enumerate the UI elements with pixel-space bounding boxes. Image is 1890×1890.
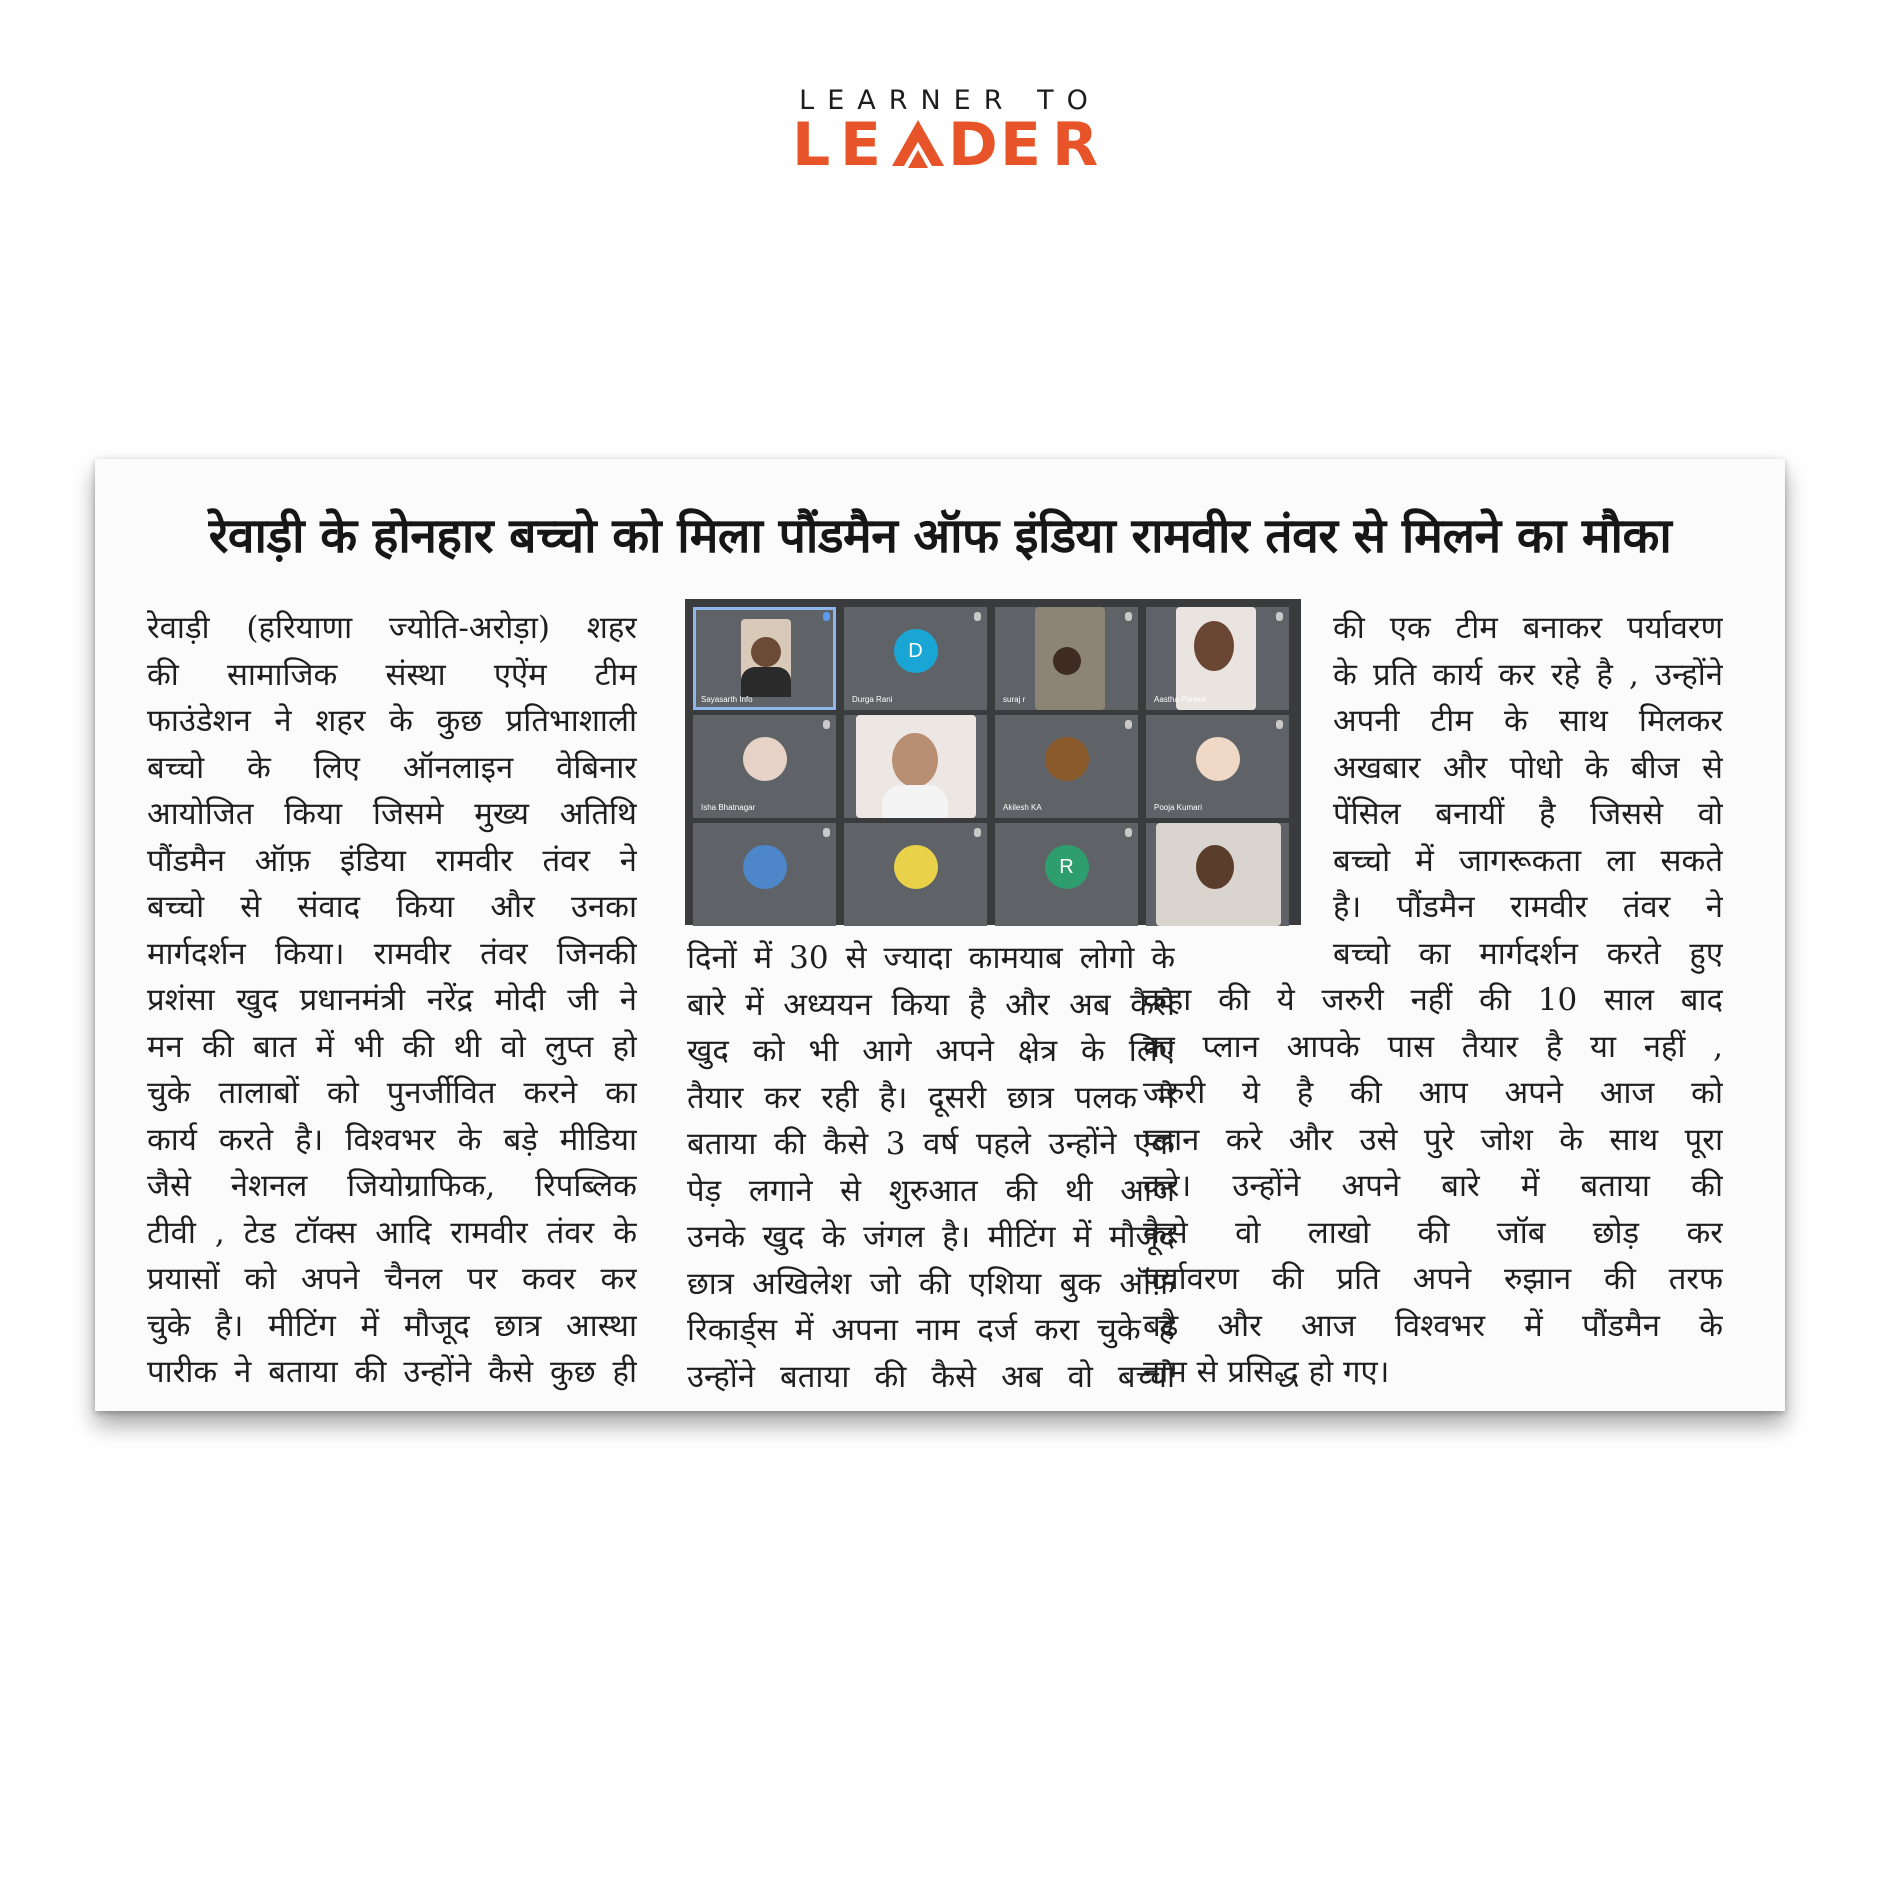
text-line: पर्यावरण की प्रति अपने रुझान की तरफ (1143, 1261, 1723, 1297)
mic-off-icon (974, 828, 981, 837)
person-body (882, 785, 948, 818)
article-column-1 (147, 605, 637, 1396)
text-line: करे। उन्होंने अपने बारे में बताया की (1143, 1168, 1723, 1204)
participant-name: Durga Rani (852, 695, 893, 704)
text-line: पेंसिल बनायीं है जिससे वो (1333, 796, 1723, 832)
mic-off-icon (974, 612, 981, 621)
text-line: तैयार कर रही है। दूसरी छात्र पलक ने (687, 1079, 1175, 1116)
text-line: दिनों में 30 से ज्यादा कामयाब लोगो के (687, 940, 1175, 976)
text-line: खुद को भी आगे अपने क्षेत्र के लिए (687, 1033, 1175, 1069)
participant-tile (995, 607, 1138, 710)
article-column-2 (687, 935, 1175, 1400)
text-line: की एक टीम बनाकर पर्यावरण (1333, 610, 1723, 646)
participant-name: suraj r (1003, 695, 1026, 704)
text-line: अखबार और पोधो के बीज से (1333, 749, 1723, 786)
participant-name: Sayasarth Info (701, 695, 753, 704)
person-head (1196, 845, 1234, 889)
text-line: रेवाड़ी (हरियाणा ज्योति-अरोड़ा) शहर (147, 610, 637, 646)
participant-name: Pooja Kumari (1154, 803, 1203, 812)
newspaper-clipping (95, 459, 1785, 1411)
participant-tile (693, 715, 836, 818)
person-head (1194, 621, 1234, 671)
mic-off-icon (823, 828, 830, 837)
person-head (751, 637, 781, 667)
mic-off-icon (1125, 612, 1132, 621)
logo-letter: R (1052, 110, 1099, 180)
text-line: जरुरी ये है की आप अपने आज को (1143, 1075, 1723, 1111)
text-line: बच्चो का मार्गदर्शन करते हुए (1333, 935, 1723, 972)
text-line: बच्चो से संवाद किया और उनका (147, 889, 637, 925)
text-line: चुके तालाबों को पुनर्जीवित करने का (147, 1075, 637, 1111)
person-head (892, 733, 938, 787)
participant-tile (995, 715, 1138, 818)
logo-letter: D (948, 110, 998, 180)
participant-tile (693, 607, 836, 710)
learner-to-leader-logo (790, 85, 1110, 180)
participant-avatar-letter: R (1045, 845, 1089, 889)
article-headline: रेवाड़ी के होनहार बच्चो को मिला पौंडमैन ऑफ इंडिया रामवीर तंवर से मिलने का मौका (208, 508, 1672, 564)
text-line: पौंडमैन ऑफ़ इंडिया रामवीर तंवर ने (147, 842, 637, 879)
text-line: कहा की ये जरुरी नहीं की 10 साल बाद (1143, 982, 1723, 1018)
logo-letter-a-arrow (890, 116, 946, 183)
text-line: का प्लान आपके पास तैयार है या नहीं , (1143, 1028, 1723, 1065)
arrow-up-icon (890, 116, 946, 174)
text-line: है। पौंडमैन रामवीर तंवर ने (1333, 889, 1723, 925)
person-head (1053, 647, 1081, 675)
text-line: प्लान करे और उसे पुरे जोश के साथ पूरा (1143, 1121, 1723, 1158)
text-line: नाम से प्रसिद्ध हो गए। (1143, 1354, 1390, 1390)
video-call-photo (685, 599, 1301, 925)
participant-tile (844, 823, 987, 926)
text-line: बताया की कैसे 3 वर्ष पहले उन्होंने एक (687, 1126, 1175, 1162)
text-line: पेड़ लगाने से शुरुआत की थी आज (687, 1172, 1175, 1209)
participant-avatar-photo (894, 845, 938, 889)
text-line: के प्रति कार्य कर रहे है , उन्होंने (1333, 656, 1723, 693)
participant-avatar-photo (743, 737, 787, 781)
text-line: प्रशंसा खुद प्रधानमंत्री नरेंद्र मोदी जी ने (147, 982, 637, 1018)
logo-wordmark (790, 110, 1110, 180)
participant-name: Aastha Pareek (1154, 695, 1207, 704)
person-body (741, 667, 791, 697)
text-line: आयोजित किया जिसमे मुख्य अतिथि (147, 796, 637, 832)
text-line: टीवी , टेड टॉक्स आदि रामवीर तंवर के (147, 1214, 637, 1251)
participant-avatar-letter: D (894, 629, 938, 673)
text-line: जैसे नेशनल जियोग्राफिक, रिपब्लिक (147, 1168, 637, 1204)
text-line: रिकार्ड्स में अपना नाम दर्ज करा चुके है (687, 1312, 1175, 1348)
text-line: मन की बात में भी की थी वो लुप्त हो (147, 1028, 637, 1065)
text-line: उनके खुद के जंगल है। मीटिंग में मौजूद (687, 1219, 1175, 1255)
text-line: उन्होंने बताया की कैसे अब वो बच्चो (687, 1358, 1175, 1395)
text-line: अपनी टीम के साथ मिलकर (1333, 703, 1723, 739)
text-line: बच्चो में जागरूकता ला सकते (1333, 842, 1723, 879)
text-line: पारीक ने बताया की उन्होंने कैसे कुछ ही (147, 1354, 637, 1390)
logo-letter: E (840, 110, 881, 180)
text-line: फाउंडेशन ने शहर के कुछ प्रतिभाशाली (147, 703, 637, 739)
participant-tile (995, 823, 1138, 926)
text-line: कैसे वो लाखो की जॉब छोड़ कर (1143, 1214, 1723, 1251)
logo-top-text: LEARNER TO (799, 85, 1101, 116)
mic-off-icon (1125, 828, 1132, 837)
logo-letter: E (1000, 110, 1041, 180)
participant-name: Isha Bhatnagar (701, 803, 756, 812)
participant-tile (693, 823, 836, 926)
text-line: बच्चो के लिए ऑनलाइन वेबिनार (147, 749, 637, 786)
text-line: मार्गदर्शन किया। रामवीर तंवर जिनकी (147, 935, 637, 972)
text-line: चुके है। मीटिंग में मौजूद छात्र आस्था (147, 1307, 637, 1344)
text-line: कार्य करते है। विश्वभर के बड़े मीडिया (147, 1121, 637, 1158)
mic-off-icon (823, 720, 830, 729)
participant-avatar-photo (1045, 737, 1089, 781)
text-line: बारे में अध्ययन किया है और अब कैसे (687, 986, 1175, 1023)
participant-avatar-photo (743, 845, 787, 889)
participant-tile (844, 607, 987, 710)
mic-off-icon (1125, 720, 1132, 729)
mic-icon (823, 612, 830, 621)
logo-letter: L (792, 110, 831, 180)
participant-name: Akilesh KA (1003, 803, 1042, 812)
participant-tile (844, 715, 987, 818)
text-line: की सामाजिक संस्था एऐंम टीम (147, 656, 637, 693)
text-line: छात्र अखिलेश जो की एशिया बुक ऑफ़ (687, 1265, 1175, 1302)
text-line: प्रयासों को अपने चैनल पर कवर कर (147, 1261, 637, 1297)
text-line: बढे और आज विश्वभर में पौंडमैन के (1143, 1307, 1723, 1344)
